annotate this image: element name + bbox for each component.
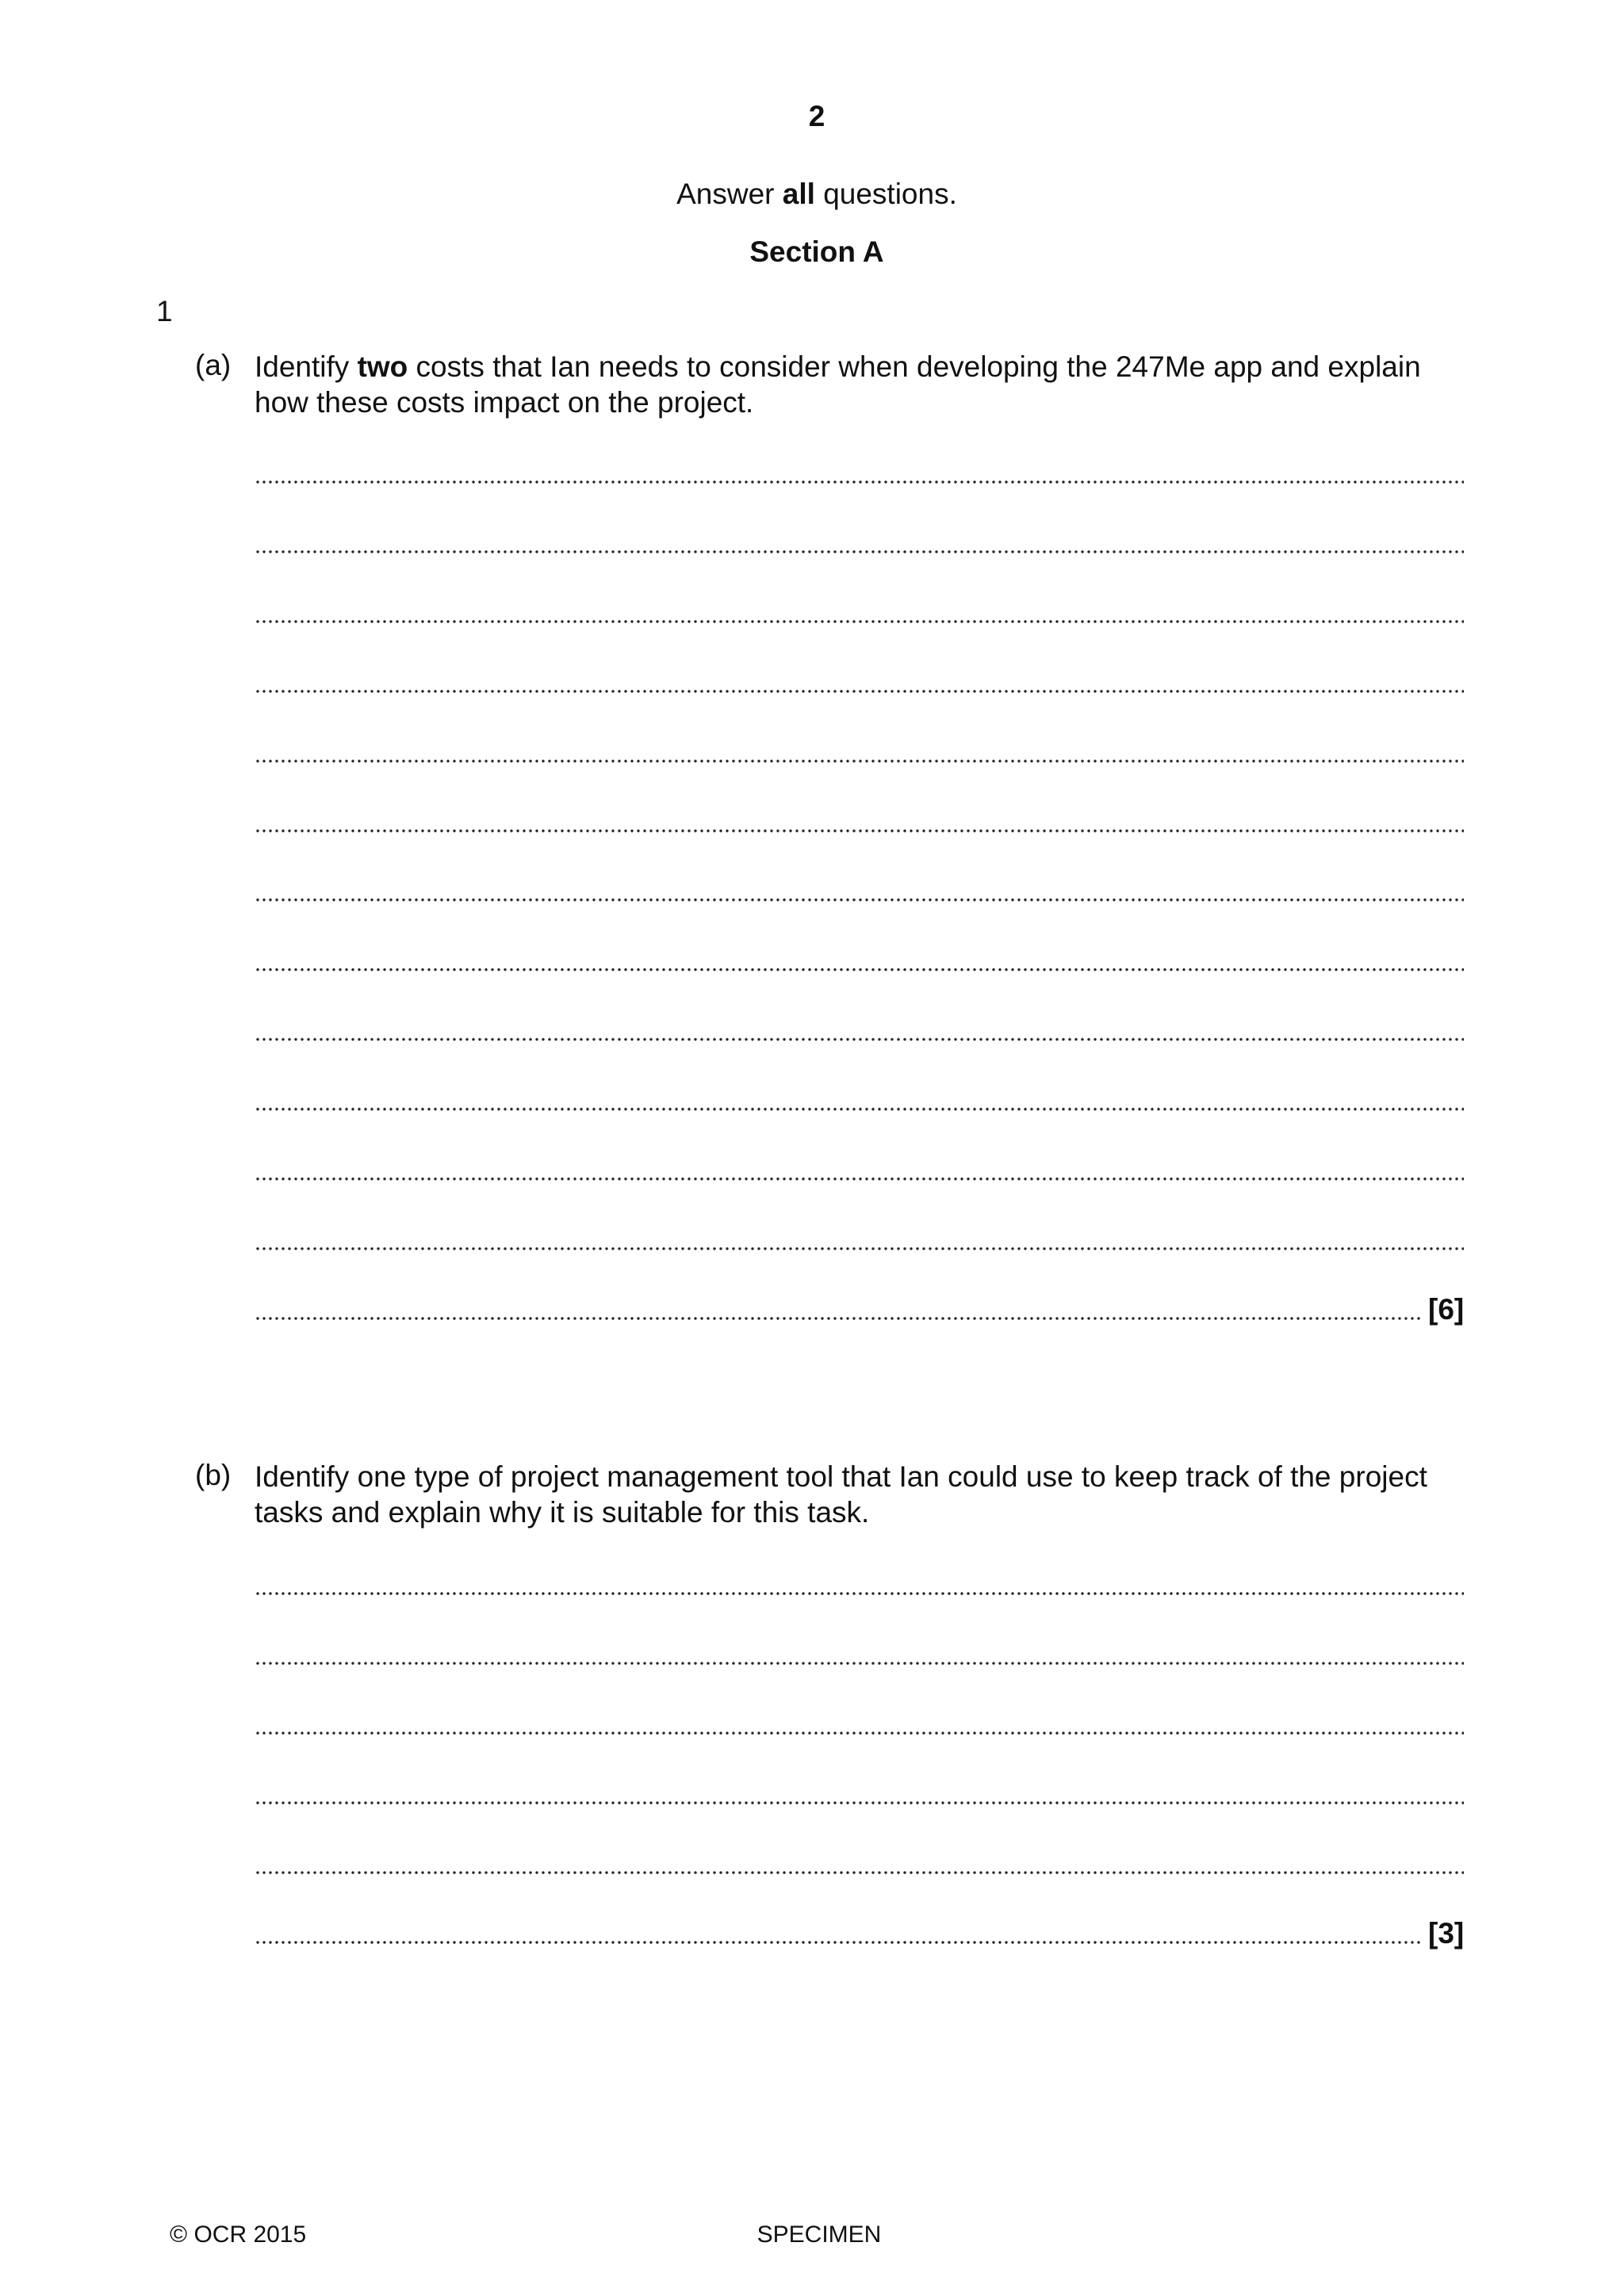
answer-line[interactable] <box>255 1247 1464 1250</box>
instruction <box>0 178 1624 211</box>
instruction-prefix: Answer <box>676 178 783 210</box>
part-a-text-prefix: Identify <box>255 350 358 383</box>
part-a-question-text <box>255 349 1476 420</box>
page-number: 2 <box>808 100 825 132</box>
answer-line[interactable] <box>255 1662 1464 1665</box>
answer-line[interactable] <box>255 760 1464 763</box>
answer-line[interactable] <box>255 1108 1464 1111</box>
instruction-bold: all <box>782 178 815 210</box>
answer-line[interactable] <box>255 1941 1420 1944</box>
answer-line[interactable] <box>255 690 1464 693</box>
part-b-question-text: Identify one type of project management tool that Ian could use to keep track of the project tasks and explain why it is suitable for this task. <box>255 1460 1427 1529</box>
answer-line[interactable] <box>255 550 1464 553</box>
part-b-marks: [3] <box>1428 1916 1465 1950</box>
answer-line[interactable] <box>255 1871 1464 1874</box>
answer-line[interactable] <box>255 1732 1464 1735</box>
part-a-label: (a) <box>195 349 232 381</box>
part-a-text-bold: two <box>357 350 408 383</box>
answer-line[interactable] <box>255 829 1464 832</box>
answer-line[interactable] <box>255 1177 1464 1181</box>
answer-line[interactable] <box>255 480 1464 484</box>
part-b-label: (b) <box>195 1459 232 1491</box>
instruction-suffix: questions. <box>814 178 957 210</box>
answer-line[interactable] <box>255 968 1464 971</box>
answer-line[interactable] <box>255 1801 1464 1804</box>
answer-line[interactable] <box>255 1038 1464 1041</box>
section-title: Section A <box>749 235 884 268</box>
part-a-marks: [6] <box>1428 1292 1465 1326</box>
answer-line[interactable] <box>255 1317 1420 1320</box>
question-number: 1 <box>156 295 173 327</box>
answer-line[interactable] <box>255 620 1464 623</box>
footer-specimen: SPECIMEN <box>756 2221 882 2248</box>
answer-line[interactable] <box>255 1592 1464 1595</box>
answer-line[interactable] <box>255 898 1464 901</box>
footer-copyright: © OCR 2015 <box>170 2221 307 2248</box>
part-a-text-suffix: costs that Ian needs to consider when developing the 247Me app and explain how these costs impact on the project. <box>255 350 1421 419</box>
